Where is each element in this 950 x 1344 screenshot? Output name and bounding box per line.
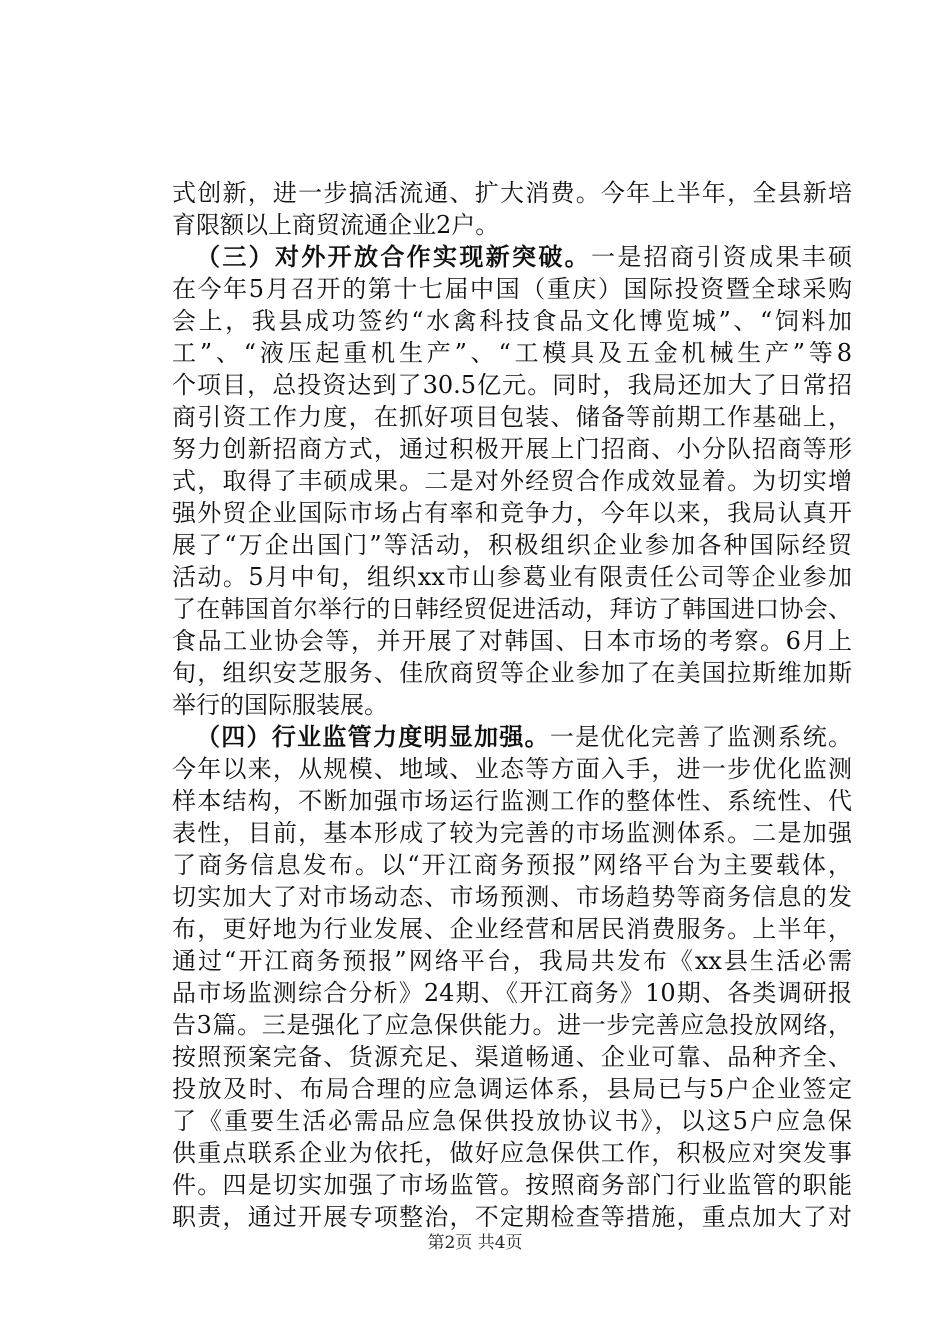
paragraph-line: 品市场监测综合分析》24期、《开江商务》10期、各类调研报 [172,979,852,1007]
section-heading-line [196,239,852,275]
section-heading: （四）行业监管力度明显加强。 [196,723,550,751]
section-heading-line [196,719,852,755]
paragraph-line: 今年以来，从规模、地域、业态等方面入手，进一步优化监测 [172,755,852,783]
paragraph-line: 样本结构，不断加强市场运行监测工作的整体性、系统性、代 [172,787,852,815]
paragraph-line: 布，更好地为行业发展、企业经营和居民消费服务。上半年， [172,915,852,943]
paragraph-text: 一是招商引资成果丰硕 [591,243,852,271]
paragraph-line: 投放及时、布局合理的应急调运体系，县局已与5户企业签定 [172,1075,852,1103]
paragraph-line: 了《重要生活必需品应急保供投放协议书》，以这5户应急保 [172,1107,852,1135]
paragraph-line: 食品工业协会等，并开展了对韩国、日本市场的考察。6月上 [172,627,852,655]
page-number: 第2页 共4页 [427,1233,523,1253]
paragraph-line: 展了“万企出国门”等活动，积极组织企业参加各种国际经贸 [172,531,852,559]
paragraph-line: 供重点联系企业为依托，做好应急保供工作，积极应对突发事 [172,1139,852,1167]
paragraph-line: 活动。5月中旬，组织xx市山参葛业有限责任公司等企业参加 [172,563,852,591]
paragraph-line: 举行的国际服装展。 [172,691,388,719]
paragraph-line: 按照预案完备、货源充足、渠道畅通、企业可靠、品种齐全、 [172,1043,852,1071]
paragraph-line: 切实加大了对市场动态、市场预测、市场趋势等商务信息的发 [172,883,852,911]
paragraph-line: 式，取得了丰硕成果。二是对外经贸合作成效显着。为切实增 [172,467,852,495]
paragraph-line: 了在韩国首尔举行的日韩经贸促进活动，拜访了韩国进口协会、 [172,595,852,623]
paragraph-line: 商引资工作力度，在抓好项目包装、储备等前期工作基础上， [172,403,852,431]
paragraph-line: 育限额以上商贸流通企业2户。 [172,211,500,239]
paragraph-line: 工”、“液压起重机生产”、“工模具及五金机械生产”等8 [172,339,852,367]
paragraph-line: 式创新，进一步搞活流通、扩大消费。今年上半年，全县新培 [172,179,852,207]
paragraph-line: 强外贸企业国际市场占有率和竞争力，今年以来，我局认真开 [172,499,852,527]
paragraph-line: 件。四是切实加强了市场监管。按照商务部门行业监管的职能 [172,1171,852,1199]
paragraph-line: 会上，我县成功签约“水禽科技食品文化博览城”、“饲料加 [172,307,852,335]
paragraph-line: 旬，组织安芝服务、佳欣商贸等企业参加了在美国拉斯维加斯 [172,659,852,687]
section-heading: （三）对外开放合作实现新突破。 [196,243,591,271]
paragraph-line: 通过“开江商务预报”网络平台，我局共发布《xx县生活必需 [172,947,852,975]
paragraph-line: 表性，目前，基本形成了较为完善的市场监测体系。二是加强 [172,819,852,847]
paragraph-line: 告3篇。三是强化了应急保供能力。进一步完善应急投放网络， [172,1011,852,1039]
paragraph-line: 在今年5月召开的第十七届中国（重庆）国际投资暨全球采购 [172,275,852,303]
paragraph-line: 职责，通过开展专项整治，不定期检查等措施，重点加大了对 [172,1203,852,1231]
paragraph-line: 个项目，总投资达到了30.5亿元。同时，我局还加大了日常招 [172,371,852,399]
paragraph-line: 了商务信息发布。以“开江商务预报”网络平台为主要载体， [172,851,852,879]
paragraph-text: 一是优化完善了监测系统。 [549,723,853,751]
page-footer [0,1228,950,1253]
paragraph-line: 努力创新招商方式，通过积极开展上门招商、小分队招商等形 [172,435,852,463]
